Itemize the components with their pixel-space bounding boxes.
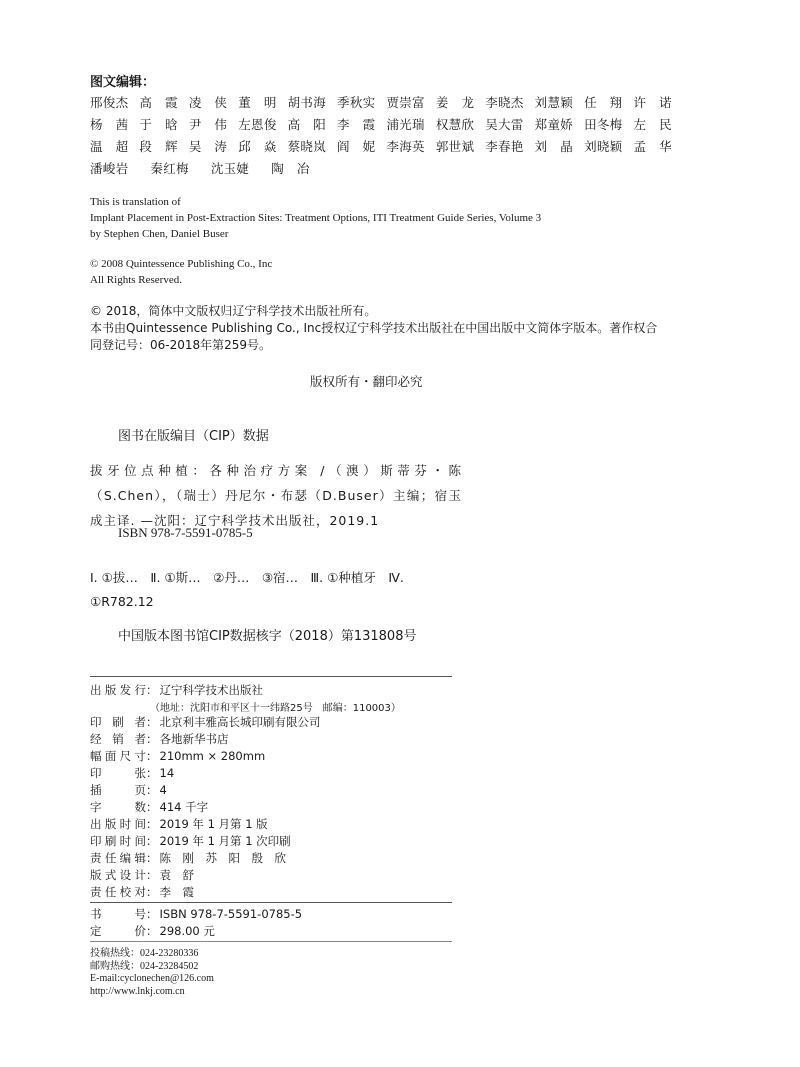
- divider: [90, 902, 452, 903]
- pub-row-proofreader: 责任校对： 李 霞: [90, 885, 194, 899]
- pub-label: 印刷时间: [90, 834, 146, 848]
- editor-name: 段 辉: [139, 139, 178, 154]
- cn-copyright-line: © 2018，简体中文版权归辽宁科学技术出版社所有。: [90, 304, 377, 318]
- translation-title: Implant Placement in Post-Extraction Sites: Treatment Options, ITI Treatment Guide Series, Volume 3: [90, 212, 542, 224]
- pub-value: 2019 年 1 月第 1 版: [159, 817, 268, 831]
- pub-row-isbn: 书号： ISBN 978-7-5591-0785-5: [90, 907, 303, 921]
- pub-label: 印张: [90, 766, 146, 780]
- pub-value: 北京利丰雅高长城印刷有限公司: [159, 715, 321, 729]
- editor-name: 郭世斌: [435, 139, 475, 154]
- pub-value: 210mm × 280mm: [159, 749, 266, 763]
- cip-title: 图书在版编目（CIP）数据: [118, 429, 269, 444]
- cn-license-line: 本书由Quintessence Publishing Co., Inc授权辽宁科学技术出版社在中国出版中文简体字版本。著作权合: [90, 321, 658, 335]
- pub-label: 字数: [90, 800, 146, 814]
- editor-name: 沈玉婕: [210, 161, 250, 176]
- cip-classification: Ⅰ. ①拔… Ⅱ. ①斯… ②丹… ③宿… Ⅲ. ①种植牙 Ⅳ. ①R782.12: [90, 570, 404, 609]
- pub-value: 414 千字: [159, 800, 209, 814]
- editors-heading: 图文编辑：: [90, 75, 156, 90]
- editor-name: 胡书海: [287, 95, 327, 110]
- copyright-rights: All Rights Reserved.: [90, 274, 182, 286]
- editor-name: 秦红梅: [150, 161, 189, 176]
- rights-notice: 版权所有・翻印必究: [310, 374, 423, 389]
- translation-notice: [90, 194, 541, 242]
- pub-row-editors: 责任编辑： 陈 刚 苏 阳 殷 欣: [90, 851, 286, 865]
- editor-name: 浦光瑞: [386, 117, 425, 132]
- editor-name: 左恩俊: [238, 117, 277, 132]
- translation-line: This is translation of: [90, 196, 181, 208]
- editor-name: 尹 伟: [188, 117, 228, 132]
- publisher-address: （地址：沈阳市和平区十一纬路25号 邮编：110003）: [150, 703, 401, 714]
- editor-name: 高 阳: [287, 117, 327, 132]
- editor-name: 孟 华: [633, 139, 672, 154]
- editor-name: 邱 焱: [238, 139, 277, 154]
- contact-mailorder-line: 邮购热线：024-23284502: [90, 960, 199, 972]
- pub-row-words: 字数： 414 千字: [90, 800, 209, 814]
- pub-label: 书号: [90, 907, 146, 921]
- pub-row-distributor: 经销者： 各地新华书店: [90, 732, 229, 746]
- editor-name: 许 诺: [633, 95, 672, 110]
- editor-name: 董 明: [238, 95, 277, 110]
- editor-name: 李海英: [386, 139, 425, 154]
- pub-row-print-date: 印刷时间： 2019 年 1 月第 1 次印刷: [90, 834, 291, 848]
- editor-name: 阎 妮: [337, 139, 376, 154]
- pub-label: 插页: [90, 783, 146, 797]
- editor-name: 凌 侠: [188, 95, 228, 110]
- pub-label: 版式设计: [90, 868, 146, 882]
- contact-website[interactable]: http://www.lnkj.com.cn: [90, 985, 185, 997]
- editor-name: 吴大雷: [485, 117, 524, 132]
- cn-copyright: [90, 303, 690, 354]
- contact-block: [90, 948, 214, 998]
- pub-row-publisher: 出版发行： 辽宁科学技术出版社: [90, 683, 263, 697]
- pub-label: 出版时间: [90, 817, 146, 831]
- editor-name: 潘峻岩: [90, 161, 129, 176]
- pub-label: 幅面尺寸: [90, 749, 146, 763]
- pub-value: 298.00 元: [159, 924, 215, 938]
- pub-value: 2019 年 1 月第 1 次印刷: [159, 834, 291, 848]
- pub-value: 辽宁科学技术出版社: [159, 683, 263, 697]
- original-copyright: [90, 256, 272, 288]
- cip-check-number: 中国版本图书馆CIP数据核字（2018）第131808号: [118, 629, 417, 644]
- editor-name: 杨 茜: [90, 117, 129, 132]
- editor-name: 李春艳: [485, 139, 524, 154]
- translation-authors: by Stephen Chen, Daniel Buser: [90, 228, 229, 240]
- copyright-line: © 2008 Quintessence Publishing Co., Inc: [90, 258, 273, 270]
- pub-label: 定价: [90, 924, 146, 938]
- editor-name: 季秋实: [337, 95, 376, 110]
- pub-value: 4: [159, 783, 167, 797]
- pub-value: 陈 刚 苏 阳 殷 欣: [159, 851, 286, 865]
- editor-name: 吴 涛: [188, 139, 228, 154]
- pub-row-pub-date: 出版时间： 2019 年 1 月第 1 版: [90, 817, 268, 831]
- editor-name: 刘 晶: [534, 139, 574, 154]
- editor-name: 左 民: [633, 117, 672, 132]
- cip-description: 拔牙位点种植：各种治疗方案 /（澳）斯蒂芬・陈（S.Chen），（瑞士）丹尼尔・布瑟（D.Buser）主编；宿玉成主译. —沈阳：辽宁科学技术出版社，2019.1: [90, 463, 462, 528]
- pub-row-price: 定价： 298.00 元: [90, 924, 215, 938]
- contact-email[interactable]: E-mail:cyclonechen@126.com: [90, 973, 214, 984]
- pub-value: 李 霞: [159, 885, 194, 899]
- editor-name: 贾崇富: [386, 95, 425, 110]
- cn-registration-line: 同登记号：06-2018年第259号。: [90, 338, 272, 352]
- pub-row-printer: 印刷者： 北京利丰雅高长城印刷有限公司: [90, 715, 321, 729]
- editor-name: 温 超: [90, 139, 129, 154]
- editor-name: 于 晗: [139, 117, 178, 132]
- editor-name: 邢俊杰: [90, 95, 129, 110]
- editor-row-4: [90, 159, 672, 177]
- editor-name: 田冬梅: [584, 117, 623, 132]
- pub-label: 出版发行: [90, 683, 146, 697]
- editor-name: 陶 冶: [271, 161, 310, 176]
- cip-isbn: ISBN 978-7-5591-0785-5: [118, 525, 253, 540]
- editor-name: 蔡晓岚: [287, 139, 327, 154]
- pub-row-design: 版式设计： 袁 舒: [90, 868, 194, 882]
- pub-label: 责任校对: [90, 885, 146, 899]
- pub-value: 袁 舒: [159, 868, 194, 882]
- editor-name: 郑童娇: [534, 117, 574, 132]
- contact-submission-line: 投稿热线：024-23280336: [90, 948, 199, 959]
- pub-row-sheets: 印张： 14: [90, 766, 175, 780]
- editor-name: 刘晓颖: [584, 139, 623, 154]
- pub-label: 印刷者: [90, 715, 146, 729]
- editor-row-1: [90, 93, 672, 111]
- pub-label: 责任编辑: [90, 851, 146, 865]
- pub-value: 14: [159, 766, 175, 780]
- editor-name: 任 翔: [584, 95, 623, 110]
- editor-name: 权慧欣: [435, 117, 475, 132]
- divider: [90, 676, 452, 677]
- editor-name: 高 霞: [139, 95, 178, 110]
- editor-name: 李晓杰: [485, 95, 524, 110]
- editor-row-3: [90, 137, 672, 155]
- editor-name: 刘慧颖: [534, 95, 574, 110]
- editor-name: 李 霞: [337, 117, 376, 132]
- pub-row-size: 幅面尺寸： 210mm × 280mm: [90, 749, 266, 763]
- editor-name: 姜 龙: [435, 95, 475, 110]
- divider: [90, 941, 452, 942]
- pub-value: 各地新华书店: [159, 732, 229, 746]
- editor-row-2: [90, 115, 672, 133]
- pub-value: ISBN 978-7-5591-0785-5: [159, 907, 303, 921]
- pub-label: 经销者: [90, 732, 146, 746]
- pub-row-inserts: 插页： 4: [90, 783, 167, 797]
